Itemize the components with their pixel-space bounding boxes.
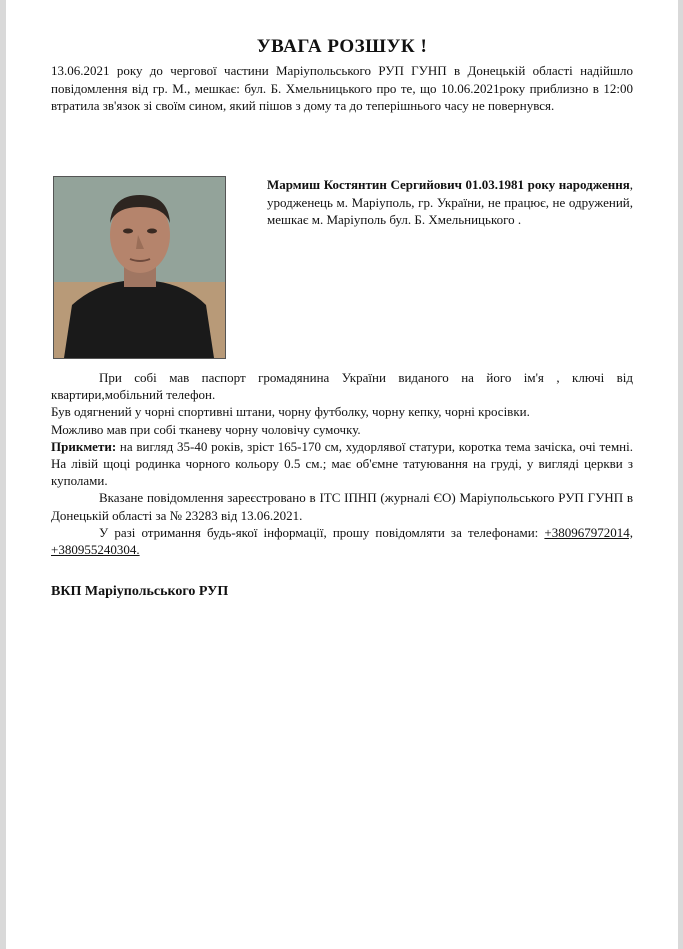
clothing-text: Був одягнений у чорні спортивні штани, чорну футболку, чорну кепку, чорні кросівки. xyxy=(51,404,530,420)
missing-person-photo xyxy=(53,176,226,359)
person-portrait xyxy=(54,177,225,358)
registration-text: Вказане повідомлення зареєстровано в ІТС ІПНП (журналі ЄО) Маріупольського РУП ГУНП в Донецькій області за № 23283 від 13.06.2021. xyxy=(51,490,633,523)
belongings-text: При собі мав паспорт громадянина України виданого на його ім'я , ключі від квартири,мобільний телефон. xyxy=(51,370,633,403)
bag-text: Можливо мав при собі тканеву чорну чоловічу сумочку. xyxy=(51,421,361,437)
contact-paragraph xyxy=(51,524,633,558)
features-label: Прикмети: xyxy=(51,438,117,454)
details-section xyxy=(51,369,633,558)
intro-paragraph: 13.06.2021 року до чергової частини Маріупольського РУП ГУНП в Донецькій області надійшло повідомлення від гр. М., мешкає: бул. Б. Хмельницького про те, що 10.06.2021року приблизно в 12:00 втратила зв'язок зі своїм сином, який пішов з дому та до теперішнього часу не повернувся. xyxy=(51,63,633,113)
person-info xyxy=(267,176,633,229)
footer-signature: ВКП Маріупольського РУП xyxy=(51,584,229,599)
features-paragraph xyxy=(51,438,633,490)
page-title: УВАГА РОЗШУК ! xyxy=(256,36,428,57)
document-page xyxy=(6,0,678,949)
phone-numbers[interactable]: +380967972014, +380955240304. xyxy=(51,524,633,558)
features-text: на вигляд 35-40 років, зріст 165-170 см, худорлявої статури, коротка тема зачіска, очі темні. На лівій щоці родинка чорного кольору 0.5 см.; має об'ємне татуювання на груді, у вигляді церкви з куполами. xyxy=(51,438,633,489)
person-name: Мармиш Костянтин Сергийович 01.03.1981 року народження xyxy=(267,177,630,192)
person-description: , уродженець м. Маріуполь, гр. України, не працює, не одружений, мешкає м. Маріуполь бул. Б. Хмельницького . xyxy=(267,177,633,227)
contact-text: У разі отримання будь-якої інформації, прошу повідомляти за телефонами: xyxy=(99,524,539,540)
